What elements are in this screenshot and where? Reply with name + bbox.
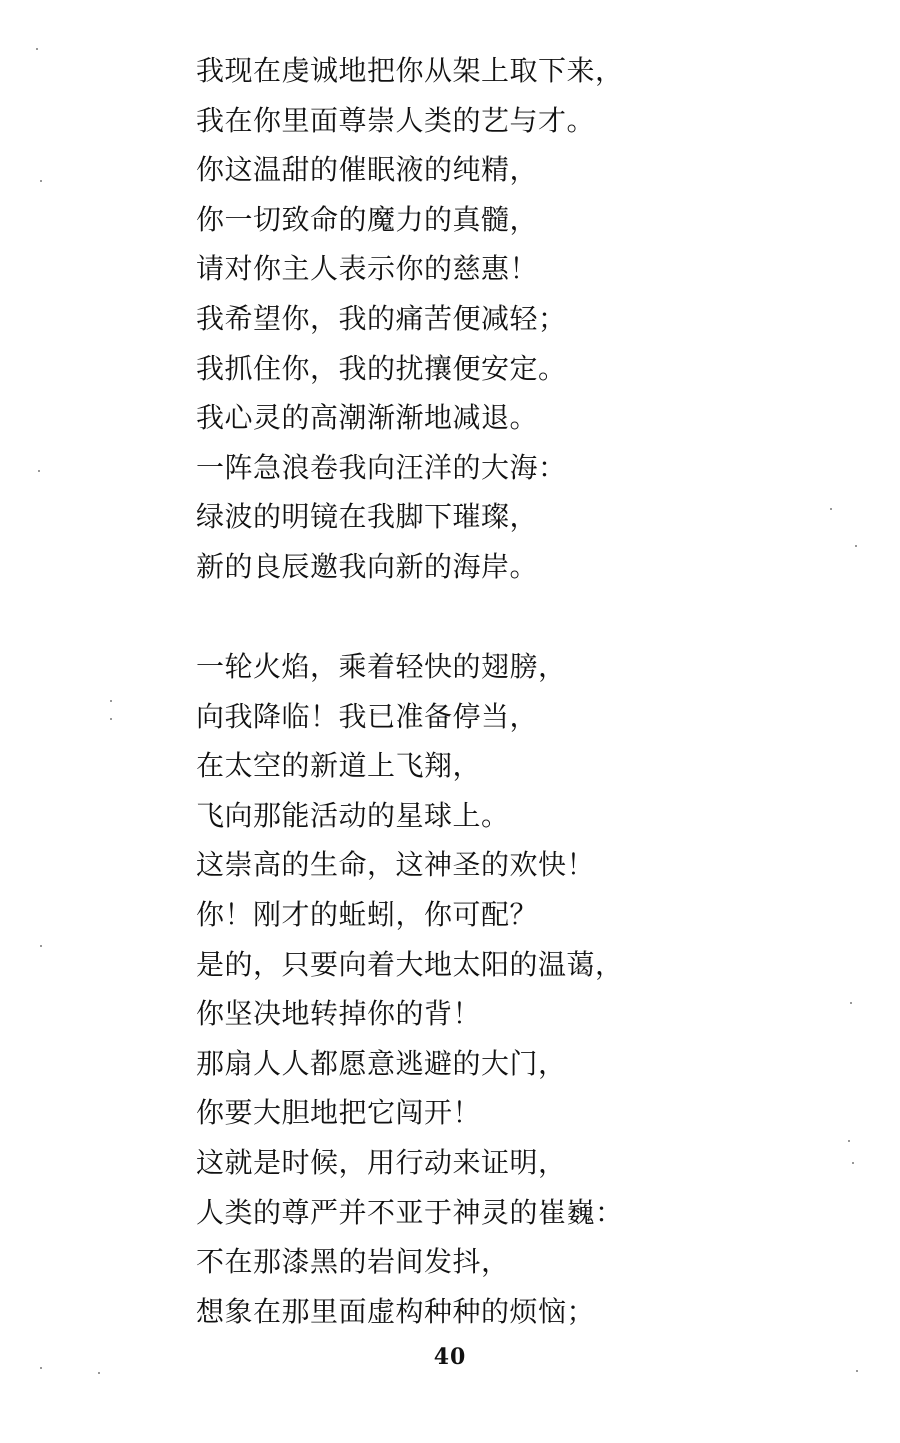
scan-speck	[852, 1162, 854, 1164]
poem-line: 绿波的明镜在我脚下璀璨，	[196, 500, 539, 534]
scan-speck	[36, 48, 38, 50]
poem-line: 我现在虔诚地把你从架上取下来，	[196, 54, 624, 87]
poem-line: 一阵急浪卷我向汪洋的大海：	[196, 450, 567, 484]
scan-speck	[38, 470, 40, 472]
poem-line: 这崇高的生命，这神圣的欢快！	[196, 848, 596, 882]
poem-line: 这就是时候，用行动来证明，	[196, 1145, 567, 1179]
poem-line: 新的良辰邀我向新的海岸。	[196, 549, 539, 583]
poem-line: 人类的尊严并不亚于神灵的崔巍：	[196, 1195, 624, 1229]
poem-line: 一轮火焰，乘着轻快的翅膀，	[196, 650, 567, 683]
poem-line: 我希望你，我的痛苦便减轻；	[196, 301, 567, 335]
poem-line: 你这温甜的催眠液的纯精，	[196, 153, 539, 187]
poem-line: 想象在那里面虚构种种的烦恼；	[196, 1294, 596, 1328]
poem-line: 我抓住你，我的扰攘便安定。	[196, 351, 567, 385]
scan-speck	[98, 1372, 100, 1374]
poem-line: 你坚决地转掉你的背！	[196, 997, 482, 1031]
stanza-1	[196, 46, 836, 592]
scan-speck	[40, 945, 42, 947]
scan-speck	[40, 1367, 42, 1369]
scan-speck	[856, 1370, 858, 1372]
poem-line: 你要大胆地把它闯开！	[196, 1096, 482, 1130]
poem-line: 我心灵的高潮渐渐地减退。	[196, 401, 539, 435]
scan-speck	[110, 718, 112, 720]
poem-line: 我在你里面尊崇人类的艺与才。	[196, 103, 596, 137]
scan-speck	[40, 180, 42, 182]
page-number: 40	[433, 1344, 467, 1370]
poem-line: 在太空的新道上飞翔，	[196, 749, 482, 783]
poem-line: 你！刚才的蚯蚓，你可配？	[196, 897, 539, 931]
scan-speck	[848, 1140, 850, 1142]
poem-line: 不在那漆黑的岩间发抖，	[196, 1245, 510, 1279]
scan-speck	[830, 508, 832, 510]
scan-speck	[855, 545, 857, 547]
poem-line: 向我降临！我已准备停当，	[196, 699, 539, 733]
scan-speck	[850, 1002, 852, 1004]
poem-line: 你一切致命的魔力的真髓，	[196, 202, 539, 236]
poem-line: 飞向那能活动的星球上。	[196, 798, 510, 832]
scan-speck	[110, 700, 112, 702]
poem-line: 是的，只要向着大地太阳的温蔼，	[196, 947, 624, 981]
poem-line: 请对你主人表示你的慈惠！	[196, 252, 539, 286]
stanza-2	[196, 642, 836, 1336]
poem-line: 那扇人人都愿意逃避的大门，	[196, 1046, 567, 1080]
